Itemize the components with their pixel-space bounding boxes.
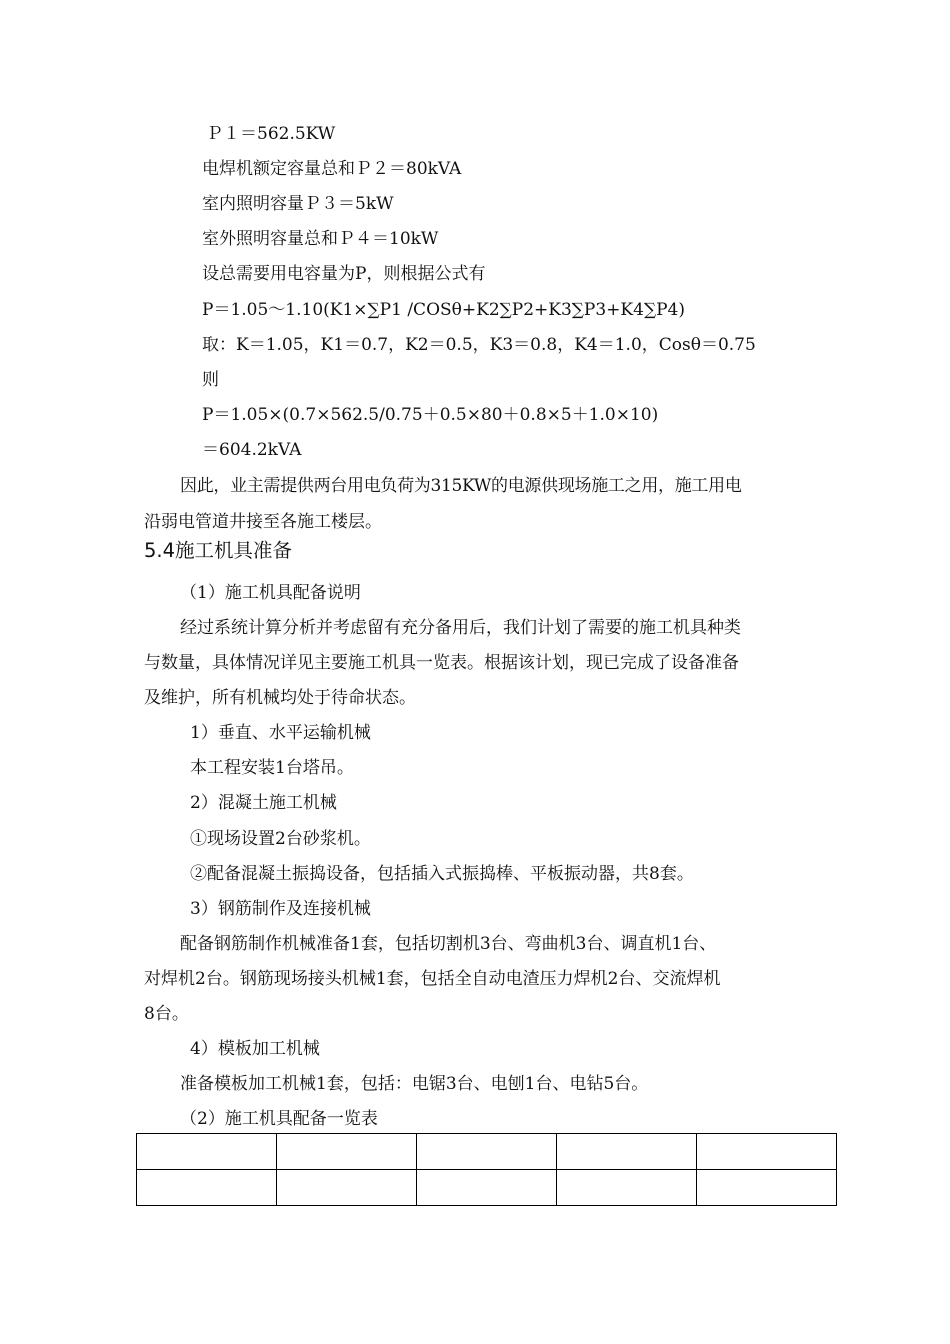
item-4-title: 4）模板加工机械 [190,1039,320,1059]
formula-line-coefficients: 取：K＝1.05，K1＝0.7，K2＝0.5，K3＝0.8，K4＝1.0，Cosθ＝0.75 [202,335,756,355]
formula-line-p1: Ｐ１＝562.5KW [206,124,336,144]
formula-line-p2: 电焊机额定容量总和Ｐ２＝80kVA [202,159,462,179]
table-row [137,1134,837,1170]
item-3-title: 3）钢筋制作及连接机械 [190,899,371,919]
table-row [137,1170,837,1206]
formula-line-general: P＝1.05～1.10(K1×∑P1 /COSθ+K2∑P2+K3∑P3+K4∑P4) [202,300,685,320]
formula-line-p3: 室内照明容量Ｐ３＝5kW [202,194,394,214]
table-cell [557,1134,697,1170]
table-cell [697,1170,837,1206]
item-3-line-2: 对焊机2台。钢筋现场接头机械1套，包括全自动电渣压力焊机2台、交流焊机 [144,969,721,989]
conclusion-line-2: 沿弱电管道井接至各施工楼层。 [144,512,382,532]
table-cell [697,1134,837,1170]
item-3-line-1: 配备钢筋制作机械准备1套，包括切割机3台、弯曲机3台、调直机1台、 [180,934,717,954]
subsection-title-2: （2）施工机具配备一览表 [180,1109,378,1129]
item-1-title: 1）垂直、水平运输机械 [190,723,371,743]
intro-line-2: 与数量，具体情况详见主要施工机具一览表。根据该计划，现已完成了设备准备 [144,653,739,673]
item-1-text: 本工程安装1台塔吊。 [190,758,354,778]
formula-line-p4: 室外照明容量总和Ｐ４＝10kW [202,229,439,249]
table-cell [557,1170,697,1206]
item-2-point-b: ②配备混凝土振捣设备，包括插入式振捣棒、平板振动器，共8套。 [190,864,694,884]
formula-line-substitution: P＝1.05×(0.7×562.5/0.75＋0.5×80＋0.8×5＋1.0×10) [202,405,659,425]
conclusion-line-1: 因此，业主需提供两台用电负荷为315KW的电源供现场施工之用，施工用电 [180,476,742,496]
formula-line-intro: 设总需要用电容量为P，则根据公式有 [202,264,486,284]
table-cell [137,1134,277,1170]
table-cell [417,1134,557,1170]
intro-line-3: 及维护，所有机械均处于待命状态。 [144,688,416,708]
intro-line-1: 经过系统计算分析并考虑留有充分备用后，我们计划了需要的施工机具种类 [180,618,741,638]
formula-line-then: 则 [202,370,219,390]
table-cell [277,1134,417,1170]
equipment-table [136,1133,837,1206]
subsection-title-1: （1）施工机具配备说明 [180,583,361,603]
item-2-title: 2）混凝土施工机械 [190,793,337,813]
item-2-point-a: ①现场设置2台砂浆机。 [190,829,371,849]
table-cell [277,1170,417,1206]
table-cell [417,1170,557,1206]
item-4-text: 准备模板加工机械1套，包括：电锯3台、电刨1台、电钻5台。 [180,1074,649,1094]
formula-line-result: ＝604.2kVA [202,440,302,460]
item-3-line-3: 8台。 [144,1004,189,1024]
section-title: 5.4施工机具准备 [144,539,293,562]
table-cell [137,1170,277,1206]
